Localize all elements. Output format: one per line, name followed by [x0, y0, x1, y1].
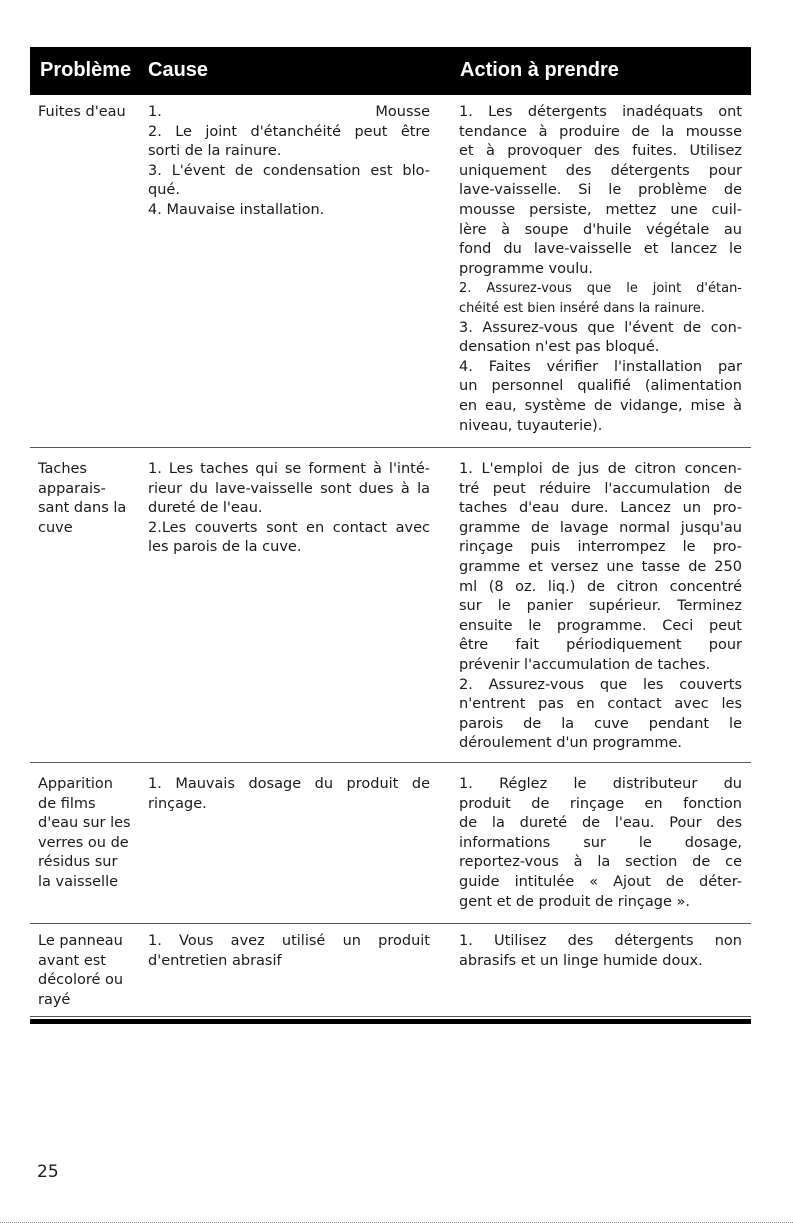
- text-line: Fuites d'eau: [38, 104, 126, 120]
- page-edge-dotted-line: [0, 1222, 793, 1224]
- action-cell: [459, 103, 742, 436]
- text-line: la vaisselle: [38, 873, 119, 890]
- text-line: uniquement des détergents pour: [459, 162, 742, 179]
- text-line: 4. Mauvaise installation.: [148, 201, 325, 218]
- text-line: résidus sur: [38, 854, 118, 871]
- action-cell: [459, 775, 742, 912]
- text-line: 1. L'emploi de jus de citron concen-: [459, 461, 742, 477]
- text-line: ensuite le programme. Ceci peut: [459, 617, 742, 634]
- problem-cell: [38, 775, 144, 893]
- text-line: reportez-vous à la section de ce: [459, 854, 742, 871]
- text-line: apparais-: [38, 480, 106, 497]
- table-row: [30, 924, 751, 1017]
- text-line: 1. Utilisez des détergents non: [459, 933, 742, 949]
- text-line: niveau, tuyauterie).: [459, 417, 603, 434]
- text-line: 1. Mauvais dosage du produit de: [148, 776, 430, 792]
- text-line: Le panneau: [38, 933, 123, 949]
- header-action: Action à prendre: [460, 59, 619, 81]
- text-line: 1. Les détergents inadéquats ont: [459, 104, 742, 120]
- text-line: tendance à produire de la mousse: [459, 123, 742, 140]
- text-line: les parois de la cuve.: [148, 539, 302, 556]
- text-line: être fait périodiquement pour: [459, 637, 742, 654]
- text-line: n'entrent pas en contact avec les: [459, 696, 742, 713]
- troubleshooting-table: [30, 47, 751, 1017]
- text-line: 4. Faites vérifier l'installation par: [459, 358, 742, 375]
- table-row: [30, 448, 751, 763]
- text-line: rayé: [38, 991, 71, 1008]
- text-line: rinçage puis interrompez le pro-: [459, 539, 742, 556]
- page-number: 25: [37, 1162, 59, 1182]
- text-line: Apparition: [38, 776, 113, 792]
- text-line: 2. Assurez-vous que le joint d'étan-: [459, 281, 742, 297]
- table-bottom-rule: [30, 1019, 751, 1024]
- table-row: [30, 95, 751, 448]
- text-line: d'entretien abrasif: [148, 952, 282, 969]
- text-line: et à provoquer des fuites. Utilisez: [459, 143, 742, 160]
- text-line: d'eau sur les: [38, 815, 131, 832]
- text-line: 2. Le joint d'étanchéité peut être: [148, 123, 430, 140]
- problem-cell: [38, 103, 144, 123]
- text-line: chéité est bien inséré dans la rainure.: [459, 300, 705, 316]
- text-line: de films: [38, 795, 96, 812]
- text-line: gent et de produit de rinçage ».: [459, 893, 690, 910]
- cause-cell: [148, 775, 430, 814]
- text-line: sorti de la rainure.: [148, 143, 282, 160]
- header-problem: Problème: [40, 59, 132, 81]
- text-line: mousse persiste, mettez une cuil-: [459, 201, 742, 218]
- text-line: 1. Vous avez utilisé un produit: [148, 933, 430, 949]
- text-line: 1. Les taches qui se forment à l'inté-: [148, 461, 430, 477]
- text-line: taches d'eau dure. Lancez un pro-: [459, 500, 742, 517]
- text-line: 3. Assurez-vous que l'évent de con-: [459, 319, 742, 336]
- text-line: lère à soupe d'huile végétale au: [459, 221, 742, 238]
- text-line: sur le panier supérieur. Terminez: [459, 598, 742, 615]
- cause-cell: [148, 103, 430, 221]
- table-header: [30, 47, 751, 95]
- cause-cell: [148, 460, 430, 558]
- header-cause: Cause: [148, 59, 209, 81]
- text-line: cuve: [38, 519, 73, 536]
- text-line: en eau, système de vidange, mise à: [459, 397, 742, 414]
- text-line: rinçage.: [148, 795, 207, 812]
- text-line: 1. Réglez le distributeur du: [459, 776, 742, 792]
- text-line: gramme de lavage normal jusqu'au: [459, 519, 742, 536]
- action-cell: [459, 932, 742, 971]
- text-line: sant dans la: [38, 500, 127, 517]
- text-line: décoloré ou: [38, 972, 124, 989]
- text-line: informations sur le dosage,: [459, 834, 742, 851]
- text-line: de la dureté de l'eau. Pour des: [459, 815, 742, 832]
- problem-cell: [38, 932, 144, 1010]
- text-line: 1. Mousse: [148, 104, 430, 120]
- text-line: 2. Assurez-vous que les couverts: [459, 676, 742, 693]
- text-line: avant est: [38, 952, 106, 969]
- text-line: rieur du lave-vaisselle sont dues à la: [148, 480, 430, 497]
- text-line: déroulement d'un programme.: [459, 735, 683, 752]
- text-line: prévenir l'accumulation de taches.: [459, 656, 711, 673]
- problem-cell: [38, 460, 144, 538]
- text-line: verres ou de: [38, 834, 129, 851]
- cause-cell: [148, 932, 430, 971]
- text-line: dureté de l'eau.: [148, 500, 263, 517]
- text-line: lave-vaisselle. Si le problème de: [459, 182, 742, 199]
- text-line: ml (8 oz. liq.) de citron concentré: [459, 578, 742, 595]
- text-line: un personnel qualifié (alimentation: [459, 378, 742, 395]
- text-line: produit de rinçage en fonction: [459, 795, 742, 812]
- table-row: [30, 763, 751, 924]
- text-line: 2.Les couverts sont en contact avec: [148, 519, 430, 536]
- text-line: fond du lave-vaisselle et lancez le: [459, 241, 742, 258]
- text-line: 3. L'évent de condensation est blo-: [148, 162, 430, 179]
- text-line: abrasifs et un linge humide doux.: [459, 952, 703, 969]
- text-line: programme voulu.: [459, 260, 594, 277]
- table-body: [30, 95, 751, 1017]
- action-cell: [459, 460, 742, 754]
- text-line: densation n'est pas bloqué.: [459, 339, 660, 356]
- text-line: Taches: [38, 461, 87, 477]
- text-line: gramme et versez une tasse de 250: [459, 558, 742, 575]
- text-line: qué.: [148, 182, 180, 199]
- text-line: guide intitulée « Ajout de déter-: [459, 873, 742, 890]
- text-line: tré peut réduire l'accumulation de: [459, 480, 742, 497]
- text-line: parois de la cuve pendant le: [459, 715, 742, 732]
